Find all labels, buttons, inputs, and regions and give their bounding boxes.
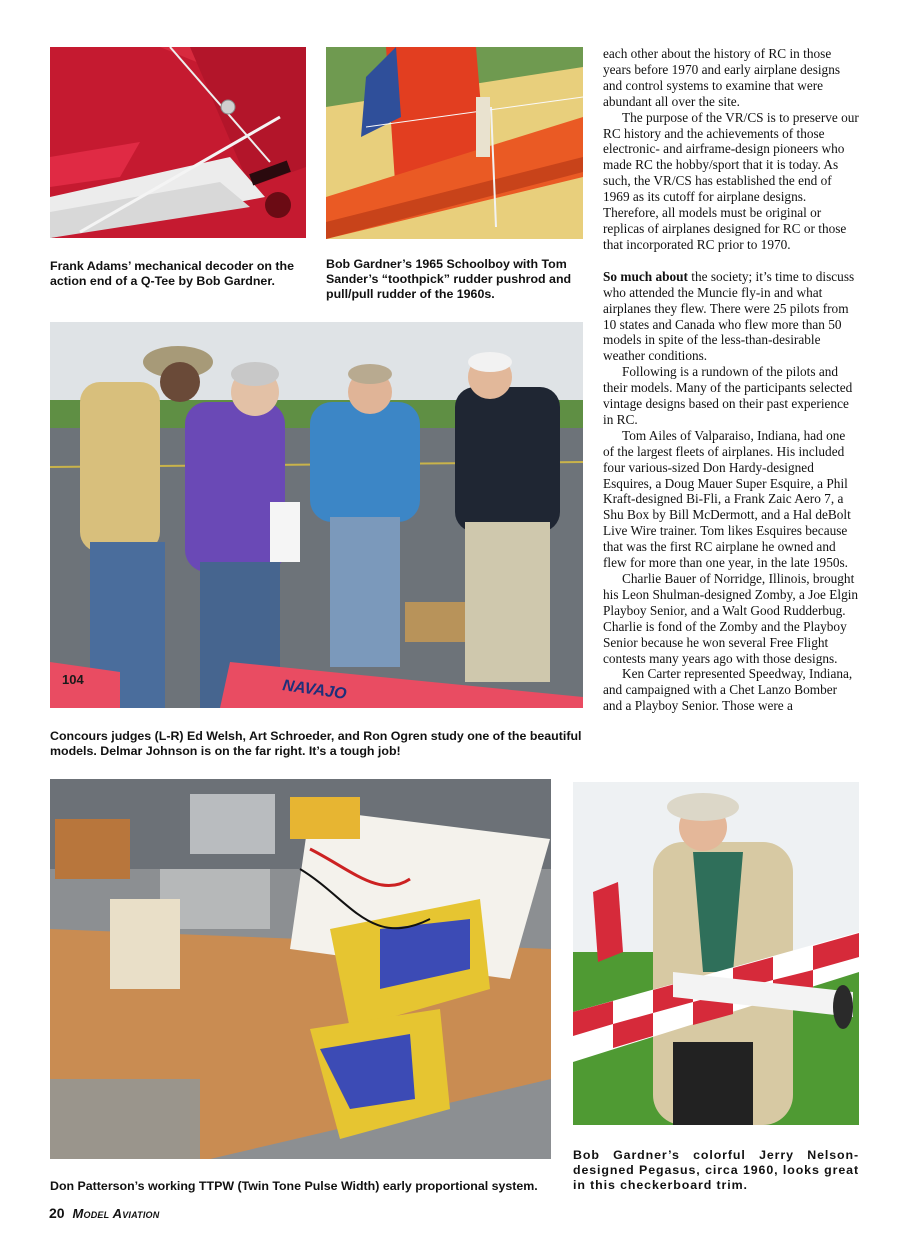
magazine-name: Model Aviation	[72, 1206, 160, 1221]
article-column	[603, 46, 859, 714]
paragraph-text: the society; it’s time to discuss who attended the Muncie fly-in and what airplanes they flew. There were 25 pilots from 10 states and Canada who flew more than 50 models in spite of the less-than-desirable weather conditions.	[603, 268, 855, 364]
page-folio	[49, 1205, 159, 1221]
caption-pegasus: Bob Gardner’s colorful Jerry Nelson-designed Pegasus, circa 1960, looks great in this checkerboard trim.	[573, 1148, 859, 1192]
caption-ttpw: Don Patterson’s working TTPW (Twin Tone Pulse Width) early proportional system.	[50, 1179, 538, 1193]
plane-number-label: 104	[62, 672, 84, 687]
caption-schoolboy: Bob Gardner’s 1965 Schoolboy with Tom Sander’s “toothpick” rudder pushrod and pull/pull rudder of the 1960s.	[326, 257, 572, 301]
run-in-heading: So much about	[603, 268, 688, 284]
article-paragraph: Ken Carter represented Speedway, Indiana, and campaigned with a Chet Lanzo Bomber and a Playboy Senior. Those were a	[603, 666, 853, 714]
photo-schoolboy-rudder	[326, 47, 583, 239]
photo-concours-judges	[50, 322, 583, 708]
article-paragraph: Following is a rundown of the pilots and their models. Many of the participants selected vintage designs based on their past experience in RC.	[603, 364, 853, 427]
caption-decoder: Frank Adams’ mechanical decoder on the action end of a Q-Tee by Bob Gardner.	[50, 259, 294, 288]
article-paragraph: each other about the history of RC in those years before 1970 and early airplane designs and control systems to examine that were abundant all over the site.	[603, 46, 841, 109]
page-number: 20	[49, 1205, 65, 1221]
article-paragraph: Charlie Bauer of Norridge, Illinois, brought his Leon Shulman-designed Zomby, a Joe Elgin Playboy Senior, and a Walt Good Rudderbug. Charlie is fond of the Zomby and the Playboy Senior because he won several Free Flight contests many years ago with those designs.	[603, 571, 859, 666]
photo-ttpw-system	[50, 779, 551, 1159]
article-paragraph: Tom Ailes of Valparaiso, Indiana, had one of the largest fleets of airplanes. His included four various-sized Don Hardy-designed Esquires, a Doug Mauer Super Esquire, a Phil Kraft-designed Bi-Fli, a Frank Zaic Aero 7, a Shu Box by Bill McDermott, and a Hal deBolt Live Wire trainer. Tom likes Esquires because that was the first RC airplane he owned and flew for more than one year, in the late 1950s.	[603, 427, 851, 571]
photo-decoder	[50, 47, 306, 238]
photo-pegasus	[573, 782, 859, 1125]
wing-name-label: NAVAJO	[281, 677, 348, 703]
caption-judges: Concours judges (L-R) Ed Welsh, Art Schroeder, and Ron Ogren study one of the beautiful models. Delmar Johnson is on the far right. It’s a tough job!	[50, 729, 582, 758]
article-paragraph: The purpose of the VR/CS is to preserve our RC history and the achievements of those electronic- and airframe-design pioneers who made RC the hobby/sport that it is today. As such, the VR/CS has established the end of 1969 as its cutoff for airplane designs. Therefore, all models must be original or replicas of airplanes designed for RC or those that incorporated RC prior to 1970.	[603, 109, 859, 252]
article-paragraph	[603, 269, 859, 364]
